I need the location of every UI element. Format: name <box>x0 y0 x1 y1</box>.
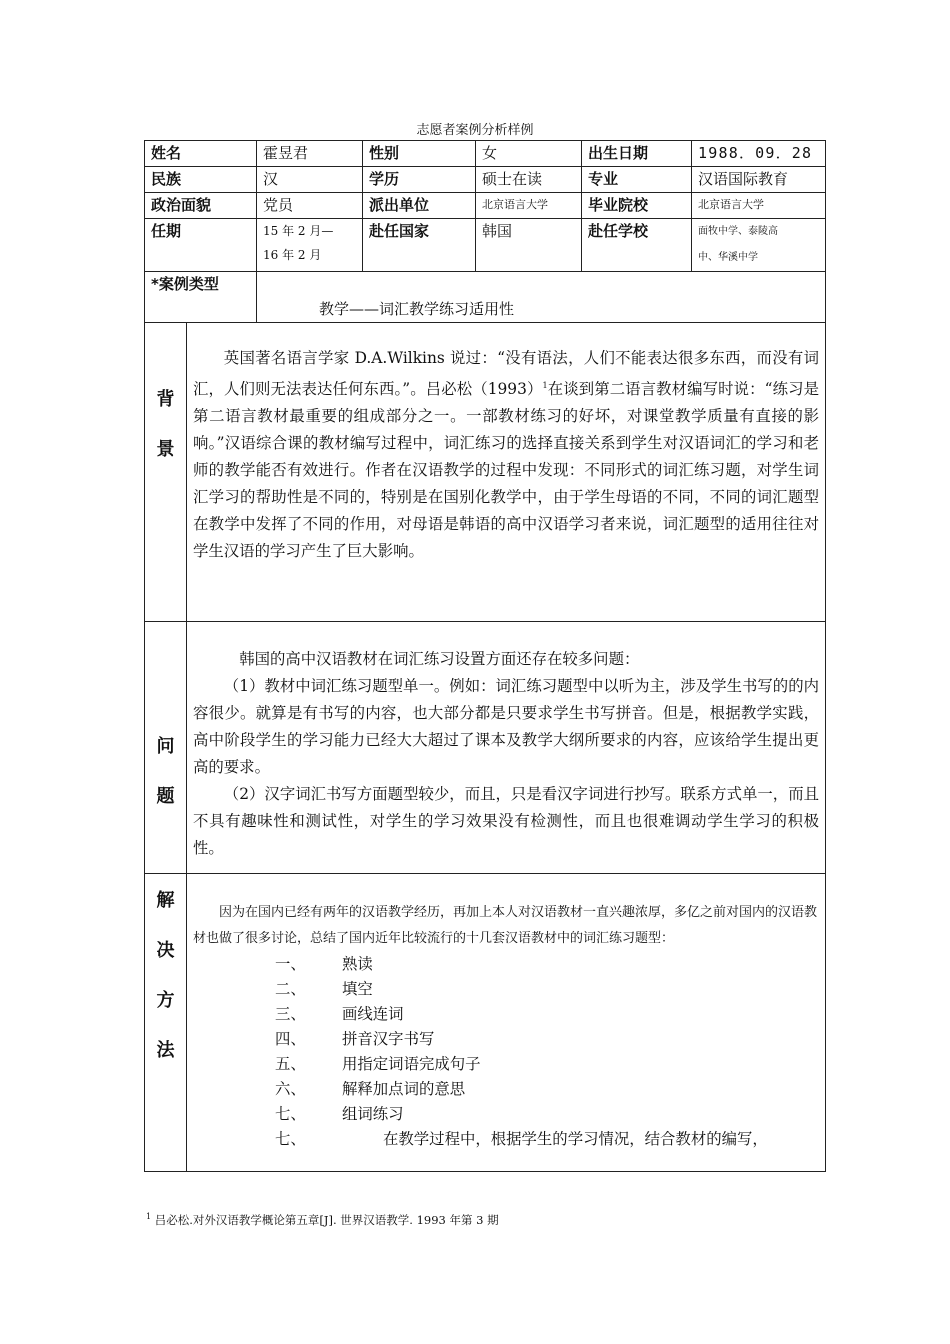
list-item: 二、 填空 <box>275 980 373 998</box>
gender-value: 女 <box>476 141 582 167</box>
school-line-2: 中、华溪中学 <box>698 252 759 263</box>
solution-char-3: 方 <box>156 990 175 1011</box>
school-value <box>692 219 826 272</box>
row-name <box>145 141 826 167</box>
row-case-type <box>145 272 826 323</box>
row-problem <box>145 622 826 874</box>
footnote-mark: 1 <box>146 1212 152 1222</box>
list-item: 七、 在教学过程中，根据学生的学习情况，结合教材的编写， <box>275 1130 768 1148</box>
list-item: 一、 熟读 <box>275 955 373 973</box>
school-line-1: 面牧中学、泰陵高 <box>698 226 779 237</box>
ethnicity-label: 民族 <box>145 167 257 193</box>
background-label <box>145 323 187 622</box>
footnote <box>146 1212 499 1228</box>
case-form-table <box>144 140 826 1172</box>
list-item: 四、 拼音汉字书写 <box>275 1030 435 1048</box>
problem-label <box>145 622 187 874</box>
term-end: 16 年 2 月 <box>263 248 322 262</box>
background-char-1: 背 <box>156 389 175 410</box>
row-background <box>145 323 826 622</box>
problem-content <box>187 622 826 874</box>
birth-label: 出生日期 <box>582 141 692 167</box>
footnote-text: 吕必松.对外汉语教学概论第五章[J]. 世界汉语教学. 1993 年第 3 期 <box>154 1213 499 1227</box>
list-item: 三、 画线连词 <box>275 1005 404 1023</box>
background-content <box>187 323 826 622</box>
country-label: 赴任国家 <box>363 219 476 272</box>
background-text-a: 英国著名语言学家 D.A.Wilkins 说过：“没有语法，人们不能表达很多东西，而没有词汇，人们则无法表达任何东西。”。吕必松（1993） <box>193 349 820 399</box>
political-label: 政治面貌 <box>145 193 257 219</box>
background-text-b: 在谈到第二语言教材编写时说：“练习是第二语言教材最重要的组成部分之一。一部教材练习的好坏，对课堂教学质量有直接的影响。”汉语综合课的教材编写过程中，词汇练习的选择直接关系到学生对汉语词汇的学习和老师的教学能否有效进行。作者在汉语教学的过程中发现：不同形式的词汇练习题，对学生词汇学习的帮助性是不同的，特别是在国别化教学中，由于学生母语的不同，不同的词汇题型在教学中发挥了不同的作用，对母语是韩语的高中汉语学习者来说，词汇题型的适用往往对学生汉语的学习产生了巨大影响。 <box>193 380 820 561</box>
education-label: 学历 <box>363 167 476 193</box>
background-paragraph <box>193 323 825 565</box>
problem-char-1: 问 <box>156 736 175 757</box>
gender-label: 性别 <box>363 141 476 167</box>
major-label: 专业 <box>582 167 692 193</box>
row-ethnicity <box>145 167 826 193</box>
education-value: 硕士在读 <box>476 167 582 193</box>
graduate-value: 北京语言大学 <box>692 193 826 219</box>
case-type-value: 教学——词汇教学练习适用性 <box>319 300 515 318</box>
school-label: 赴任学校 <box>582 219 692 272</box>
case-type-cell <box>257 272 826 323</box>
term-label: 任期 <box>145 219 257 272</box>
dispatch-value: 北京语言大学 <box>476 193 582 219</box>
country-value: 韩国 <box>476 219 582 272</box>
solution-label <box>145 874 187 1172</box>
solution-content <box>187 874 826 1172</box>
row-term <box>145 219 826 272</box>
term-value <box>257 219 363 272</box>
background-footnote-mark: 1 <box>542 381 548 390</box>
background-char-2: 景 <box>156 439 175 460</box>
page-title: 志愿者案例分析样例 <box>416 123 534 138</box>
birth-value: 1988．09．28 <box>692 141 826 167</box>
name-value: 霍昱君 <box>257 141 363 167</box>
row-solution <box>145 874 826 1172</box>
solution-intro: 因为在国内已经有两年的汉语教学经历，再加上本人对汉语教材一直兴趣浓厚，多亿之前对国内的汉语教材也做了很多讨论，总结了国内近年比较流行的十几套汉语教材中的词汇练习题型： <box>193 905 818 946</box>
solution-char-2: 决 <box>156 940 175 961</box>
political-value: 党员 <box>257 193 363 219</box>
list-item: 七、 组词练习 <box>275 1105 404 1123</box>
name-label: 姓名 <box>145 141 257 167</box>
row-political <box>145 193 826 219</box>
list-item: 五、 用指定词语完成句子 <box>275 1055 481 1073</box>
graduate-label: 毕业院校 <box>582 193 692 219</box>
solution-char-4: 法 <box>156 1040 175 1061</box>
exercise-type-list <box>193 952 825 1152</box>
solution-char-1: 解 <box>156 890 175 911</box>
dispatch-label: 派出单位 <box>363 193 476 219</box>
problem-char-2: 题 <box>156 786 175 807</box>
case-type-label: *案例类型 <box>145 272 257 323</box>
problem-point-1: （1）教材中词汇练习题型单一。例如：词汇练习题型中以听为主，涉及学生书写的的内容很少。就算是有书写的内容，也大部分都是只要求学生书写拼音。但是，根据教学实践，高中阶段学生的学习能力已经大大超过了课本及教学大纲所要求的内容，应该给学生提出更高的要求。 <box>193 677 820 776</box>
ethnicity-value: 汉 <box>257 167 363 193</box>
list-item: 六、 解释加点词的意思 <box>275 1080 466 1098</box>
problem-point-2: （2）汉字词汇书写方面题型较少，而且，只是看汉字词进行抄写。联系方式单一，而且不具有趣味性和测试性，对学生的学习效果没有检测性，而且也很难调动学生学习的积极性。 <box>193 785 820 857</box>
major-value: 汉语国际教育 <box>692 167 826 193</box>
problem-intro: 韩国的高中汉语教材在词汇练习设置方面还存在较多问题： <box>239 650 640 668</box>
term-start: 15 年 2 月— <box>263 224 334 238</box>
